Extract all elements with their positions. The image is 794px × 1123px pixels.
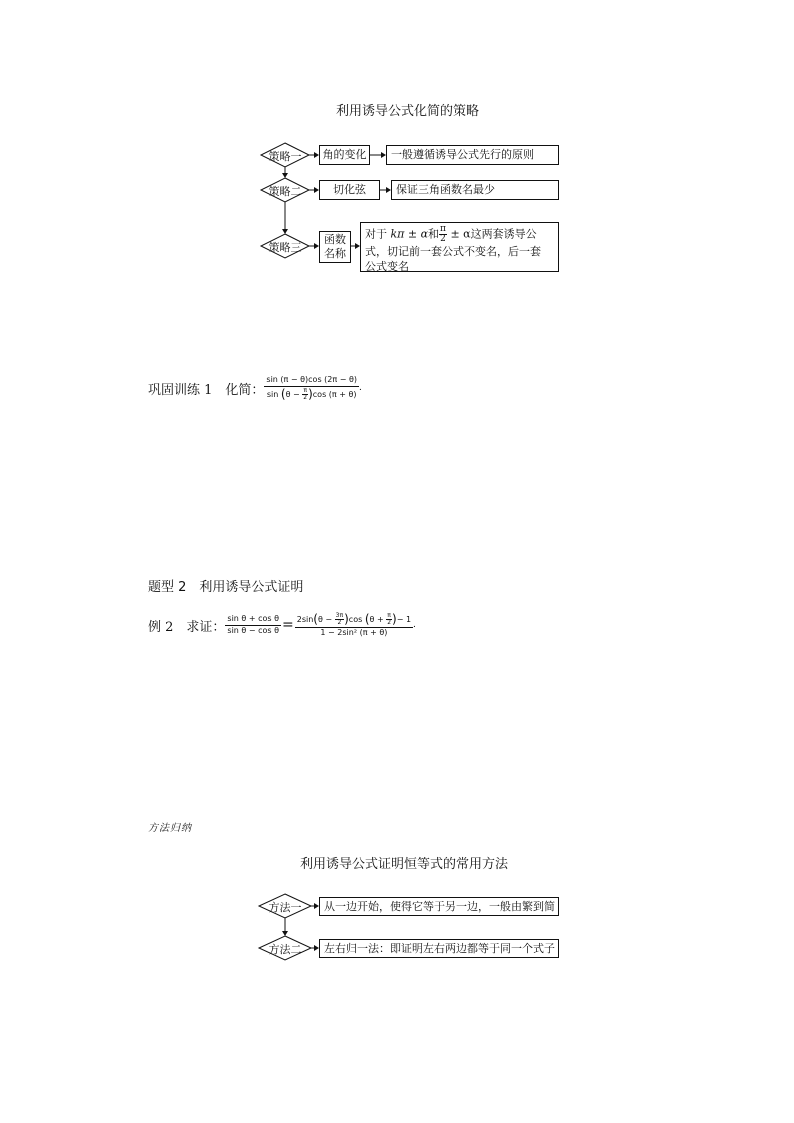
exercise1-numerator: sin (π − θ)cos (2π − θ) <box>264 376 359 387</box>
desc3-rest: 这两套诱导公 <box>470 227 537 241</box>
exercise1-denominator: sin (θ − $\frac{\pi}{2}$ )cos (π + θ) <box>266 386 357 401</box>
desc3-kpi: kπ ± α <box>390 227 429 241</box>
example2-right-denominator: 1 − 2sin² (π + θ) <box>320 628 388 638</box>
example2-label: 例 2 求证： <box>148 619 226 635</box>
example2-right-numerator: 2sin(θ − $\frac{3\pi}{2}$ )cos (θ + $\frac{\pi}{2}$ )− 1 <box>295 613 413 628</box>
strategy3-label: 策略三 <box>268 241 302 254</box>
method-summary-title: 利用诱导公式证明恒等式的常用方法 <box>300 857 509 872</box>
desc3-line2: 式，切记前一套公式不变名，后一套 <box>365 245 541 258</box>
example2-equals: = <box>282 617 294 634</box>
exercise1-period: . <box>359 383 362 394</box>
method-summary-handwritten-label: 方法归纳 <box>148 823 192 834</box>
method1-label: 方法一 <box>268 901 302 914</box>
strategy2-description: 保证三角函数名最少 <box>391 180 559 200</box>
strategy2-label: 策略二 <box>268 185 302 198</box>
method1-description: 从一边开始，使得它等于另一边，一般由繁到简 <box>319 897 559 916</box>
desc3-pi-over-2: $\frac{\pi}{2}$ <box>440 224 446 244</box>
section-title-strategy: 利用诱导公式化简的策略 <box>336 104 480 119</box>
example2-period: . <box>413 620 416 631</box>
exercise1-label: 巩固训练 1 化简： <box>148 382 265 398</box>
example2-left-numerator: sin θ + cos θ <box>225 615 281 626</box>
function-name-line1: 函数 <box>324 233 346 246</box>
method2-label: 方法二 <box>268 943 302 956</box>
method2-description: 左右归一法：即证明左右两边都等于同一个式子 <box>319 939 559 958</box>
tan-to-sincos-box: 切化弦 <box>319 180 380 200</box>
desc3-line3: 公式变名 <box>365 260 409 273</box>
angle-change-box: 角的变化 <box>319 145 370 165</box>
strategy1-description: 一般遵循诱导公式先行的原则 <box>386 145 559 165</box>
strategy1-label: 策略一 <box>268 150 302 163</box>
type2-heading: 题型 2 利用诱导公式证明 <box>148 580 304 595</box>
example2-left-denominator: sin θ − cos θ <box>227 625 279 635</box>
function-name-line2: 名称 <box>324 247 346 260</box>
desc3-pm-alpha: ± α <box>446 227 471 241</box>
desc3-prefix: 对于 <box>365 227 387 241</box>
desc3-and: 和 <box>428 227 440 241</box>
